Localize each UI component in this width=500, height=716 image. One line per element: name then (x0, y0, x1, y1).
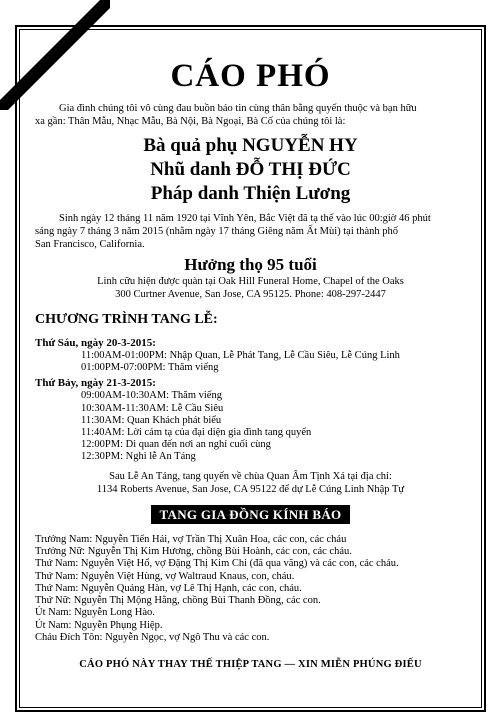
schedule-event: 09:00AM-10:30AM: Thăm viếng (81, 390, 222, 402)
family-member: Trưởng Nữ: Nguyễn Thị Kim Hương, chồng Bùi Hoành, các con, các cháu. (35, 545, 352, 557)
birth-line: San Francisco, California. (35, 239, 145, 250)
birth-death-paragraph (35, 212, 474, 251)
footer-notice: CÁO PHÓ NÀY THAY THẾ THIỆP TANG — XIN MIỄN PHÚNG ĐIẾU (79, 659, 422, 671)
deceased-maiden-name: Nhũ danh ĐỖ THỊ ĐỨC (150, 159, 351, 180)
day-heading-friday: Thứ Sáu, ngày 20-3-2015: (35, 337, 156, 349)
day-heading-saturday: Thứ Bảy, ngày 21-3-2015: (35, 377, 156, 390)
family-member: Út Nam: Nguyễn Phụng Hiệp. (35, 619, 163, 631)
after-burial-line: 1134 Roberts Avenue, San Jose, CA 95122 để dự Lễ Cúng Linh Nhập Tự (96, 483, 405, 495)
intro-paragraph (35, 102, 474, 128)
schedule-event: 01:00PM-07:00PM: Thăm viếng (81, 362, 219, 374)
schedule-event: 11:00AM-01:00PM: Nhập Quan, Lễ Phát Tang, Lễ Cầu Siêu, Lễ Cúng Linh (81, 350, 400, 361)
family-member: Thứ Nam: Nguyễn Việt Hổ, vợ Đặng Thị Kim Chi (đã qua vãng) và các con, các cháu. (35, 558, 399, 570)
family-member: Thứ Nam: Nguyễn Việt Hùng, vợ Waltraud Knaus, con, cháu. (35, 570, 295, 582)
after-burial-line: Sau Lễ An Táng, tang quyến về chùa Quan Âm Tịnh Xá tại địa chỉ: (109, 470, 392, 482)
schedule-event: 11:30AM: Quan Khách phát biểu (81, 414, 222, 426)
intro-line: Gia đình chúng tôi vô cùng đau buồn báo tin cùng thân bằng quyến thuộc và bạn hữu (59, 103, 417, 114)
family-banner-wrap (27, 505, 474, 524)
deceased-title-name: Bà quả phụ NGUYỄN HY (143, 135, 358, 156)
obituary-content (27, 55, 474, 672)
age-heading: Hưởng thọ 95 tuổi (184, 255, 317, 274)
funeral-home-info (27, 276, 474, 301)
family-banner: TANG GIA ĐỒNG KÍNH BÁO (151, 505, 351, 524)
deceased-names (27, 134, 474, 206)
schedule-event: 12:00PM: Di quan đến nơi an nghỉ cuối cùng (81, 439, 271, 451)
after-burial-note (27, 470, 474, 496)
schedule-event: 12:30PM: Nghi lễ An Táng (81, 451, 196, 463)
schedule-event: 10:30AM-11:30AM: Lễ Cầu Siêu (81, 402, 224, 414)
family-member: Út Nam: Nguyễn Long Hào. (35, 607, 155, 619)
family-member: Cháu Đích Tôn: Nguyễn Ngọc, vợ Ngô Thu và các con. (35, 632, 270, 643)
schedule-heading: CHƯƠNG TRÌNH TANG LỄ: (35, 312, 218, 327)
venue-line: Linh cữu hiện được quàn tại Oak Hill Funeral Home, Chapel of the Oaks (97, 276, 404, 287)
family-member: Thứ Nam: Nguyễn Quảng Hàn, vợ Lê Thị Hạnh, các con, cháu. (35, 582, 302, 594)
birth-line: sáng ngày 7 tháng 3 năm 2015 (nhằm ngày 17 tháng Giêng năm Ất Mùi) tại thành phố (35, 226, 399, 237)
family-list (35, 534, 474, 645)
schedule-event: 11:40AM: Lời cảm tạ của đại diện gia đình tang quyến (81, 427, 312, 439)
family-member: Trưởng Nam: Nguyễn Tiến Hải, vợ Trần Thị Xuân Hoa, các con, các cháu (35, 533, 347, 545)
venue-line: 300 Curtner Avenue, San Jose, CA 95125. Phone: 408-297-2447 (115, 288, 386, 300)
deceased-dharma-name: Pháp danh Thiện Lương (150, 183, 351, 204)
page-title: CÁO PHÓ (170, 58, 331, 94)
intro-line: xa gần: Thân Mẫu, Nhạc Mẫu, Bà Nội, Bà Ngoại, Bà Cố của chúng tôi là: (35, 116, 346, 127)
family-member: Thứ Nữ: Nguyễn Thị Mộng Hằng, chồng Bùi Thanh Đồng, các con. (35, 595, 321, 607)
birth-line: Sinh ngày 12 tháng 11 năm 1920 tại Vĩnh Yên, Bắc Việt đã tạ thế vào lúc 00:giờ 46 phút (59, 213, 431, 224)
